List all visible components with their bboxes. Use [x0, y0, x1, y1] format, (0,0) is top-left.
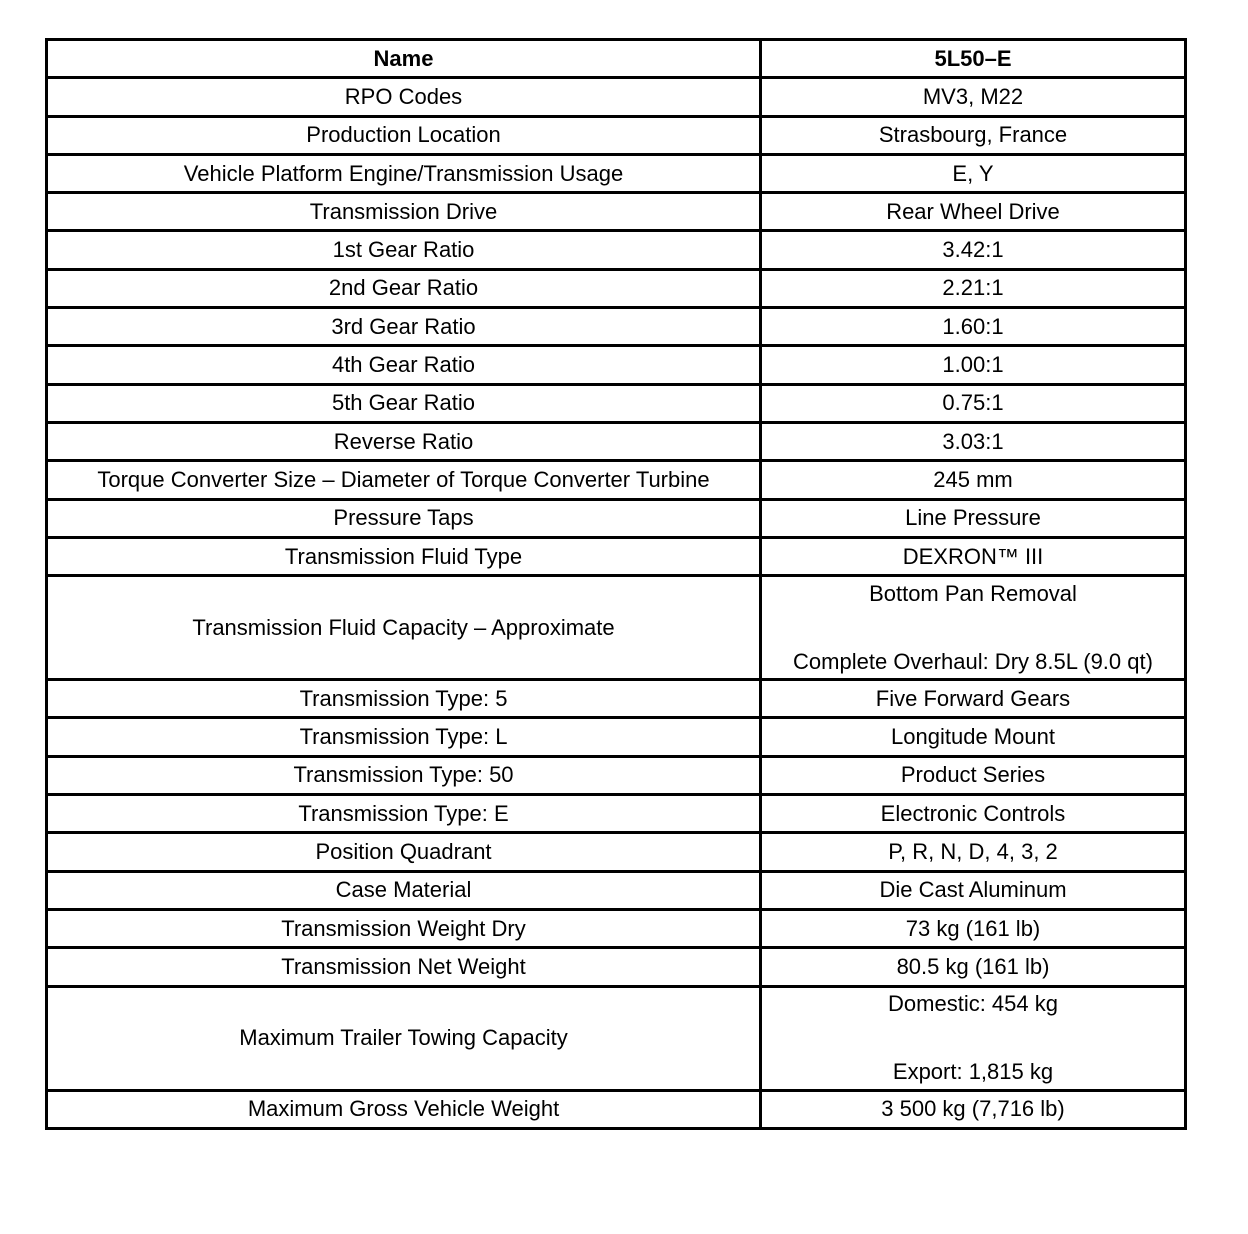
spec-value-cell: DEXRON™ III	[761, 537, 1186, 575]
spec-name-cell: Transmission Fluid Capacity – Approximate	[47, 576, 761, 680]
table-row	[47, 193, 1186, 231]
spec-value-cell: 80.5 kg (161 lb)	[761, 948, 1186, 986]
spec-name-cell: Transmission Drive	[47, 193, 761, 231]
table-row	[47, 269, 1186, 307]
spec-name-cell: 5th Gear Ratio	[47, 384, 761, 422]
spec-name-cell: Production Location	[47, 116, 761, 154]
spec-name-cell: Maximum Trailer Towing Capacity	[47, 986, 761, 1090]
spec-value-cell: 1.00:1	[761, 346, 1186, 384]
table-row	[47, 422, 1186, 460]
spec-name-cell: Transmission Type: 5	[47, 680, 761, 718]
table-row	[47, 576, 1186, 680]
table-row	[47, 78, 1186, 116]
spec-value-cell: Strasbourg, France	[761, 116, 1186, 154]
spec-name-cell: 3rd Gear Ratio	[47, 308, 761, 346]
value-line: Domestic: 454 kg	[888, 991, 1058, 1017]
table-row	[47, 718, 1186, 756]
spec-value-cell: Five Forward Gears	[761, 680, 1186, 718]
spec-name-cell: Reverse Ratio	[47, 422, 761, 460]
spec-value-cell	[761, 576, 1186, 680]
table-row	[47, 116, 1186, 154]
transmission-spec-table	[45, 38, 1187, 1130]
spec-name-cell: Torque Converter Size – Diameter of Torque Converter Turbine	[47, 461, 761, 499]
table-row	[47, 231, 1186, 269]
table-row	[47, 308, 1186, 346]
spec-value-cell: 3.03:1	[761, 422, 1186, 460]
table-row	[47, 795, 1186, 833]
spec-name-cell: Pressure Taps	[47, 499, 761, 537]
spec-name-cell: 1st Gear Ratio	[47, 231, 761, 269]
value-line: Export: 1,815 kg	[892, 1059, 1054, 1085]
table-row	[47, 154, 1186, 192]
spec-name-cell: Transmission Fluid Type	[47, 537, 761, 575]
spec-name-cell: Maximum Gross Vehicle Weight	[47, 1090, 761, 1128]
table-row	[47, 384, 1186, 422]
spec-value-cell: 245 mm	[761, 461, 1186, 499]
table-row	[47, 986, 1186, 1090]
spec-name-cell: 4th Gear Ratio	[47, 346, 761, 384]
table-row	[47, 537, 1186, 575]
spec-value-cell: P, R, N, D, 4, 3, 2	[761, 833, 1186, 871]
table-header-row	[47, 40, 1186, 78]
table-row	[47, 1090, 1186, 1128]
header-value-cell: 5L50–E	[761, 40, 1186, 78]
table-row	[47, 948, 1186, 986]
spec-value-cell: Die Cast Aluminum	[761, 871, 1186, 909]
spec-value-cell: MV3, M22	[761, 78, 1186, 116]
spec-name-cell: Transmission Type: E	[47, 795, 761, 833]
spec-value-cell: Line Pressure	[761, 499, 1186, 537]
table-row	[47, 871, 1186, 909]
spec-name-cell: 2nd Gear Ratio	[47, 269, 761, 307]
spec-value-cell: Longitude Mount	[761, 718, 1186, 756]
table-row	[47, 499, 1186, 537]
spec-name-cell: Vehicle Platform Engine/Transmission Usage	[47, 154, 761, 192]
spec-value-cell: 2.21:1	[761, 269, 1186, 307]
spec-value-cell: 1.60:1	[761, 308, 1186, 346]
value-line: Bottom Pan Removal	[869, 580, 1077, 606]
table-row	[47, 346, 1186, 384]
spec-value-cell: E, Y	[761, 154, 1186, 192]
spec-name-cell: Case Material	[47, 871, 761, 909]
spec-value-cell: Rear Wheel Drive	[761, 193, 1186, 231]
spec-value-cell	[761, 986, 1186, 1090]
spec-value-cell: 3 500 kg (7,716 lb)	[761, 1090, 1186, 1128]
table-row	[47, 461, 1186, 499]
header-name-cell: Name	[47, 40, 761, 78]
spec-name-cell: RPO Codes	[47, 78, 761, 116]
spec-value-cell: Product Series	[761, 756, 1186, 794]
spec-value-cell: 0.75:1	[761, 384, 1186, 422]
spec-value-cell: 73 kg (161 lb)	[761, 909, 1186, 947]
table-row	[47, 756, 1186, 794]
spec-name-cell: Transmission Type: L	[47, 718, 761, 756]
value-line: Complete Overhaul: Dry 8.5L (9.0 qt)	[793, 648, 1153, 674]
table-row	[47, 833, 1186, 871]
spec-value-cell: Electronic Controls	[761, 795, 1186, 833]
spec-name-cell: Transmission Weight Dry	[47, 909, 761, 947]
table-row	[47, 909, 1186, 947]
table-row	[47, 680, 1186, 718]
spec-name-cell: Transmission Type: 50	[47, 756, 761, 794]
spec-name-cell: Position Quadrant	[47, 833, 761, 871]
spec-value-cell: 3.42:1	[761, 231, 1186, 269]
spec-name-cell: Transmission Net Weight	[47, 948, 761, 986]
